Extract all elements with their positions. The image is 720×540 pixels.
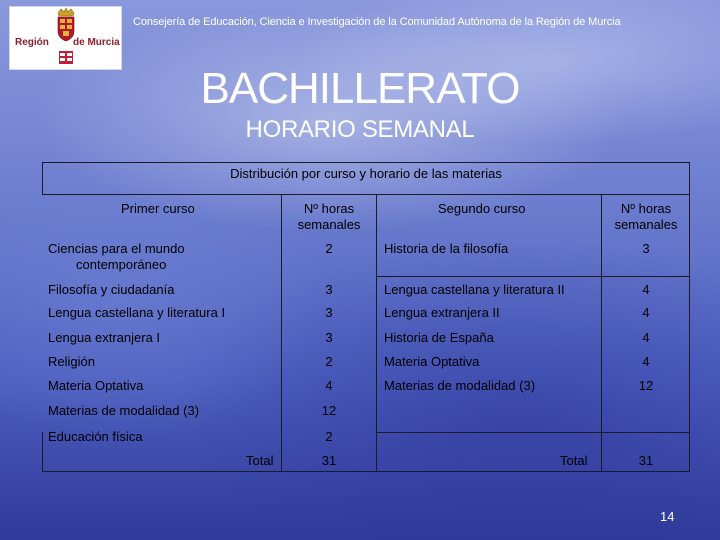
row2-subject2: Lengua castellana y literatura II [384,282,565,297]
table-border-bottom [42,471,690,472]
page-subtitle: HORARIO SEMANAL [245,116,475,143]
row3-hours1: 3 [325,305,333,320]
region-de-murcia-logo [9,6,122,70]
row6-subject2: Materias de modalidad (3) [384,378,536,393]
row8-hours1: 2 [325,429,333,444]
row3-subject2: Lengua extranjera II [384,305,500,320]
row4-subject2: Historia de España [384,330,494,345]
row3-subject1: Lengua castellana y literatura I [48,305,226,320]
header-second-course: Segundo curso [438,201,526,216]
row1-subject2: Historia de la filosofía [384,241,509,256]
caption-divider [42,194,690,195]
page-title [0,64,720,114]
row1-hours1: 2 [325,241,333,256]
col-divider-2 [376,194,377,472]
header-hours-first-line1: Nº horas [303,201,355,216]
row5-subject2: Materia Optativa [384,354,480,369]
table-caption: Distribución por curso y horario de las materias [230,166,502,181]
header-first-course: Primer curso [121,201,195,216]
total-label-second: Total [560,453,588,468]
table-border-top [42,162,690,163]
logo-label-murcia: de Murcia [73,37,120,48]
row1-subject1-line1: Ciencias para el mundo [48,241,185,256]
logo-label-region: Región [15,37,49,48]
table-border-left-lower [42,432,43,472]
row5-subject1: Religión [48,354,95,369]
header-hours-second-line2: semanales [614,217,678,232]
header-hours-first-line2: semanales [297,217,361,232]
row2-subject1: Filosofía y ciudadanía [48,282,175,297]
row-divider-last [376,432,690,433]
row7-subject1: Materias de modalidad (3) [48,403,200,418]
row4-hours1: 3 [325,330,333,345]
row5-hours2: 4 [642,354,650,369]
row4-hours2: 4 [642,330,650,345]
total-label-first: Total [246,453,274,468]
row6-hours2: 12 [638,378,654,393]
row6-hours1: 4 [325,378,333,393]
page-title-text: BACHILLERATO [200,64,520,113]
header-hours-second-line1: Nº horas [620,201,672,216]
row7-hours1: 12 [321,403,337,418]
row4-subject1: Lengua extranjera I [48,330,161,345]
institution-header: Consejería de Educación, Ciencia e Investigación de la Comunidad Autónoma de la Región de Murcia [133,16,621,28]
row6-subject1: Materia Optativa [48,378,144,393]
row8-subject1: Educación física [48,429,143,444]
row2-hours2: 4 [642,282,650,297]
page-number: 14 [660,509,675,524]
row2-hours1: 3 [325,282,333,297]
total-value-second: 31 [638,453,654,468]
row5-hours1: 2 [325,354,333,369]
row1-subject1-line2: contemporáneo [76,257,167,272]
row3-hours2: 4 [642,305,650,320]
total-value-first: 31 [321,453,337,468]
row1-hours2: 3 [642,241,650,256]
schedule-table [42,162,690,472]
row-divider-first [376,276,690,277]
